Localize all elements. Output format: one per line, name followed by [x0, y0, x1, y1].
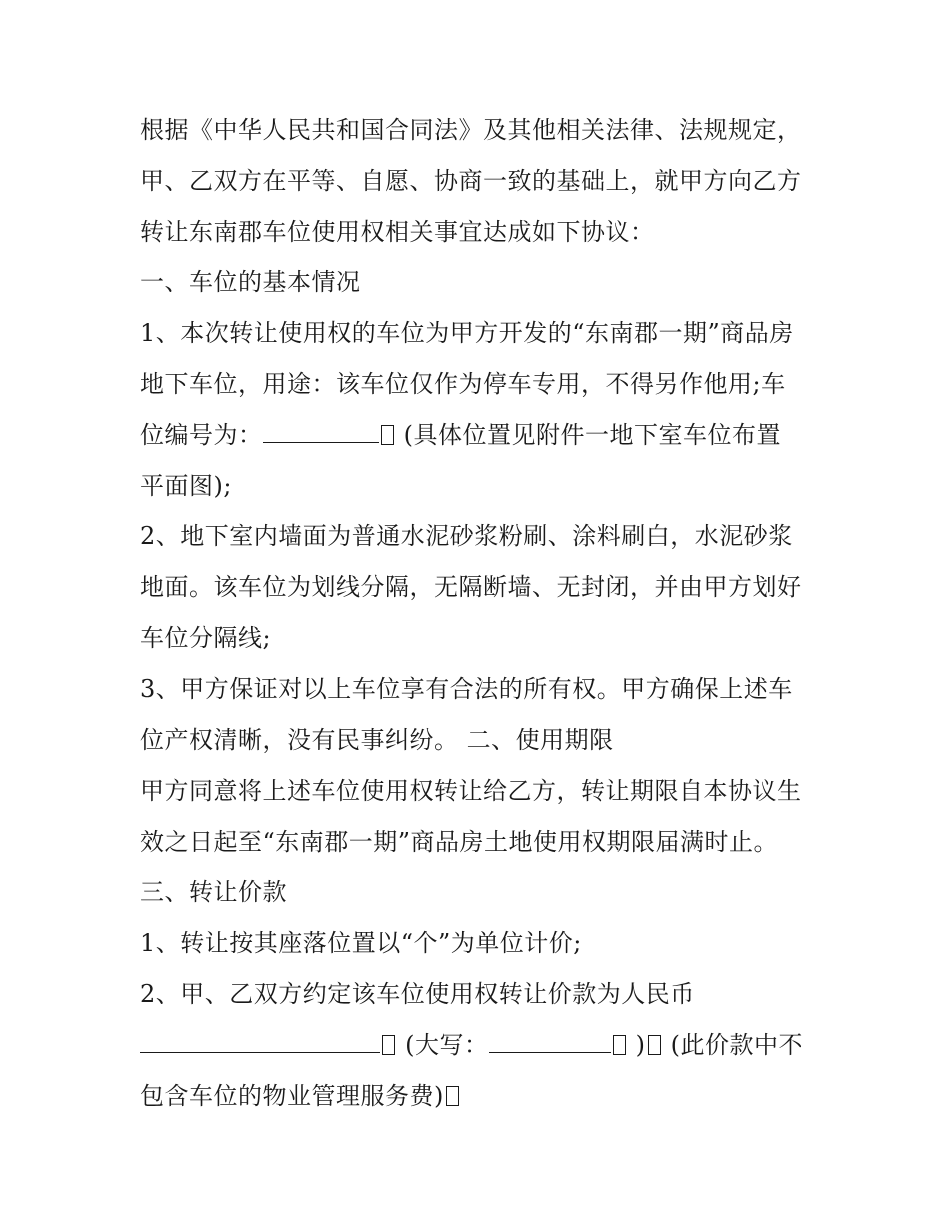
- text-line: 2、地下室内墙面为普通水泥砂浆粉刷、涂料刷白，水泥砂浆: [140, 522, 793, 550]
- text-line-parking-number: [140, 420, 830, 450]
- price-note: (此价款中不: [662, 1031, 803, 1059]
- text-line: 1、转让按其座落位置以“个”为单位计价;: [140, 929, 582, 957]
- missing-glyph-box: [382, 1035, 395, 1055]
- text-line: 效之日起至“东南郡一期”商品房土地使用权期限届满时止。: [140, 828, 779, 856]
- text-line: 甲、乙双方在平等、自愿、协商一致的基础上，就甲方向乙方: [140, 167, 802, 195]
- missing-glyph-box: [446, 1086, 459, 1106]
- section-heading: 三、转让价款: [140, 878, 287, 906]
- text-line: 3、甲方保证对以上车位享有合法的所有权。甲方确保上述车: [140, 675, 793, 703]
- missing-glyph-box: [381, 425, 394, 445]
- text-line: 位产权清晰，没有民事纠纷。 二、使用期限: [140, 726, 614, 754]
- text-line: 转让东南郡车位使用权相关事宜达成如下协议：: [140, 218, 655, 246]
- text-line-price: [140, 1030, 830, 1060]
- text-line: 地下车位，用途：该车位仅作为停车专用，不得另作他用;车: [140, 370, 786, 398]
- parking-number-blank: [263, 420, 379, 443]
- missing-glyph-box: [613, 1035, 626, 1055]
- price-amount-blank: [140, 1030, 380, 1053]
- fee-note-text: 包含车位的物业管理服务费): [140, 1082, 444, 1110]
- text-line-fee-note: [140, 1081, 830, 1111]
- parking-number-label: 位编号为：: [140, 421, 263, 449]
- price-uppercase-blank: [489, 1030, 611, 1053]
- missing-glyph-box: [648, 1035, 661, 1055]
- parking-location-note: (具体位置见附件一地下室车位布置: [395, 421, 781, 449]
- text-line: 甲方同意将上述车位使用权转让给乙方，转让期限自本协议生: [140, 777, 802, 805]
- text-line: 1、本次转让使用权的车位为甲方开发的“东南郡一期”商品房: [140, 319, 794, 347]
- price-close-paren: ): [627, 1031, 646, 1059]
- section-heading: 一、车位的基本情况: [140, 268, 361, 296]
- text-line: 地面。该车位为划线分隔，无隔断墙、无封闭，并由甲方划好: [140, 573, 802, 601]
- text-line: 车位分隔线;: [140, 624, 272, 652]
- text-line: 2、甲、乙双方约定该车位使用权转让价款为人民币: [140, 980, 695, 1008]
- text-line: 根据《中华人民共和国合同法》及其他相关法律、法规规定，: [140, 116, 802, 144]
- text-line: 平面图);: [140, 472, 232, 500]
- price-uppercase-label: (大写：: [397, 1031, 489, 1059]
